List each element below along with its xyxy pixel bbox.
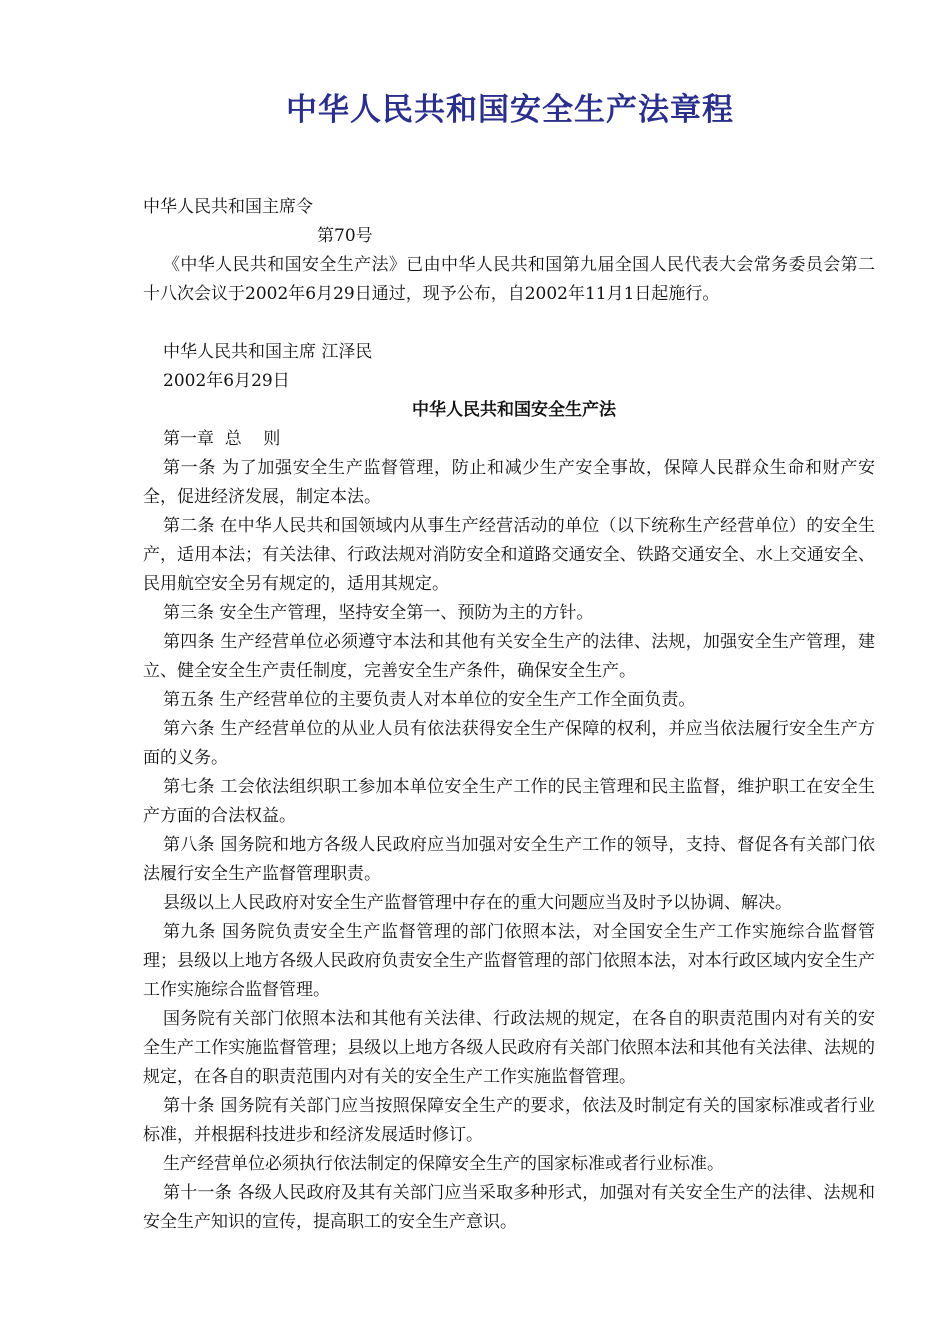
article-paragraph: 国务院有关部门依照本法和其他有关法律、行政法规的规定，在各自的职责范围内对有关的安全生产工作实施监督管理；县级以上地方各级人民政府有关部门依照本法和其他有关法律、法规的规定，在各自的职责范围内对有关的安全生产工作实施监督管理。 <box>143 1009 875 1087</box>
article-paragraph: 第五条 生产经营单位的主要负责人对本单位的安全生产工作全面负责。 <box>163 690 696 710</box>
order-number: 第70号 <box>317 226 373 246</box>
article-paragraph: 第七条 工会依法组织职工参加本单位安全生产工作的民主管理和民主监督，维护职工在安全生产方面的合法权益。 <box>143 777 875 826</box>
article-paragraph: 第一条 为了加强安全生产监督管理，防止和减少生产安全事故，保障人民群众生命和财产安全，促进经济发展，制定本法。 <box>143 458 875 507</box>
article-paragraph: 第十一条 各级人民政府及其有关部门应当采取多种形式，加强对有关安全生产的法律、法规和安全生产知识的宣传，提高职工的安全生产意识。 <box>143 1183 875 1232</box>
law-title: 中华人民共和国安全生产法 <box>412 400 616 420</box>
article-paragraph: 第四条 生产经营单位必须遵守本法和其他有关安全生产的法律、法规，加强安全生产管理，建立、健全安全生产责任制度，完善安全生产条件，确保安全生产。 <box>143 632 875 681</box>
chapter-heading: 第一章 总 则 <box>163 429 281 449</box>
document-body <box>143 193 875 1237</box>
article-paragraph: 第二条 在中华人民共和国领域内从事生产经营活动的单位（以下统称生产经营单位）的安全生产，适用本法；有关法律、行政法规对消防安全和道路交通安全、铁路交通安全、水上交通安全、民用航空安全另有规定的，适用其规定。 <box>143 516 875 594</box>
sign-date: 2002年6月29日 <box>163 371 290 391</box>
document-title: 中华人民共和国安全生产法章程 <box>286 92 734 128</box>
article-paragraph: 生产经营单位必须执行依法制定的保障安全生产的国家标准或者行业标准。 <box>163 1154 724 1174</box>
announcement-paragraph: 《中华人民共和国安全生产法》已由中华人民共和国第九届全国人民代表大会常务委员会第二十八次会议于2002年6月29日通过，现予公布，自2002年11月1日起施行。 <box>143 255 875 304</box>
article-paragraph: 第八条 国务院和地方各级人民政府应当加强对安全生产工作的领导，支持、督促各有关部门依法履行安全生产监督管理职责。 <box>143 835 875 884</box>
article-paragraph: 县级以上人民政府对安全生产监督管理中存在的重大问题应当及时予以协调、解决。 <box>163 893 792 913</box>
article-paragraph: 第三条 安全生产管理，坚持安全第一、预防为主的方针。 <box>163 603 594 623</box>
article-paragraph: 第六条 生产经营单位的从业人员有依法获得安全生产保障的权利，并应当依法履行安全生产方面的义务。 <box>143 719 875 768</box>
article-paragraph: 第九条 国务院负责安全生产监督管理的部门依照本法，对全国安全生产工作实施综合监督管理；县级以上地方各级人民政府负责安全生产监督管理的部门依照本法，对本行政区域内安全生产工作实施综合监督管理。 <box>143 922 875 1000</box>
order-header: 中华人民共和国主席令 <box>143 197 313 217</box>
article-paragraph: 第十条 国务院有关部门应当按照保障安全生产的要求，依法及时制定有关的国家标准或者行业标准，并根据科技进步和经济发展适时修订。 <box>143 1096 875 1145</box>
signature: 中华人民共和国主席 江泽民 <box>163 342 373 362</box>
blank-line <box>143 309 875 338</box>
